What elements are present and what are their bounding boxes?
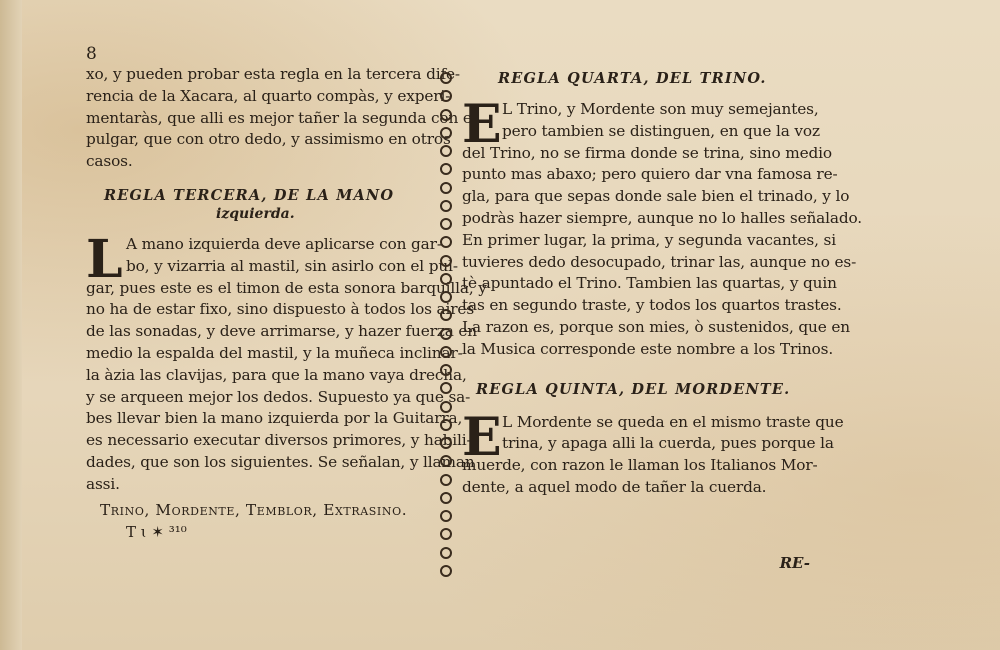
text-line: dades, que son los siguientes. Se señalan, y llaman (86, 452, 475, 471)
text-line: mentaràs, que alli es mejor tañer la segunda con el (86, 108, 477, 127)
text-line: bo, y vizarria al mastil, sin asirlo con el pul- (126, 256, 458, 275)
page-gutter-shadow (0, 0, 22, 650)
text-line: muerde, con razon le llaman los Italianos Mor- (462, 456, 818, 475)
text-line: punto mas abaxo; pero quiero dar vna famosa re- (462, 165, 838, 184)
text-line: del Trino, no se firma donde se trina, sino medio (462, 143, 832, 162)
text-line: podràs hazer siempre, aunque no lo halles señalado. (462, 208, 863, 227)
text-line: pulgar, que con otro dedo, y assimismo en otros (86, 130, 451, 149)
drop-cap: E (462, 406, 502, 468)
text-line: la Musica corresponde este nombre a los Trinos. (462, 339, 834, 358)
text-line: tas en segundo traste, y todos los quartos trastes. (462, 296, 842, 315)
text-line: L Mordente se queda en el mismo traste que (502, 412, 844, 431)
text-line: L Trino, y Mordente son muy semejantes, (502, 100, 819, 118)
text-line: La razon es, porque son mies, ò sustenidos, que en (462, 317, 850, 336)
section-heading: REGLA QUARTA, DEL TRINO. (498, 70, 767, 87)
text-line: casos. (86, 152, 133, 171)
left-column (86, 64, 487, 542)
paragraph (86, 228, 487, 496)
ornamental-column-divider (436, 72, 456, 577)
paragraph (462, 94, 863, 361)
text-line: y se arqueen mejor los dedos. Supuesto ya que sa- (86, 387, 471, 406)
text-line: gar, pues este es el timon de esta sonora barquilla, y (86, 278, 487, 297)
paragraph (462, 406, 844, 499)
text-line: medio la espalda del mastil, y la muñeca inclinar- (86, 343, 463, 362)
text-line: En primer lugar, la prima, y segunda vacantes, si (462, 230, 836, 249)
text-line: A mano izquierda deve aplicarse con gar- (126, 234, 442, 253)
ornament-terms-line: Trino, Mordente, Temblor, Extrasino. (100, 500, 408, 519)
drop-cap: L (86, 228, 123, 290)
text-line: de las sonadas, y deve arrimarse, y hazer fuerza en (86, 322, 477, 341)
section-subheading: izquierda. (216, 205, 295, 222)
text-line: xo, y pueden probar esta regla en la tercera dife- (86, 65, 460, 83)
text-line: tè apuntado el Trino. Tambien las quartas, y quin (462, 274, 837, 293)
text-line: assi. (86, 474, 120, 493)
text-line: la àzia las clavijas, para que la mano vaya drecha, (86, 365, 467, 384)
text-line: trina, y apaga alli la cuerda, pues porque la (502, 434, 834, 453)
text-line: bes llevar bien la mano izquierda por la Guitarra, (86, 409, 463, 428)
drop-cap: E (462, 94, 502, 155)
text-line: gla, para que sepas donde sale bien el trinado, y lo (462, 187, 850, 206)
catchword: RE- (779, 554, 810, 572)
section-heading: REGLA TERCERA, DE LA MANO (104, 186, 395, 204)
text-line: pero tambien se distinguen, en que la voz (502, 121, 820, 140)
right-column (462, 64, 863, 499)
section-heading: REGLA QUINTA, DEL MORDENTE. (476, 380, 791, 398)
text-line: tuvieres dedo desocupado, trinar las, aunque no es- (462, 252, 857, 271)
page-number: 8 (86, 44, 97, 64)
text-line: no ha de estar fixo, sino dispuesto à todos los aires (86, 300, 475, 319)
text-line: rencia de la Xacara, al quarto compàs, y experi- (86, 86, 451, 105)
text-line: dente, a aquel modo de tañer la cuerda. (462, 477, 767, 496)
ornament-symbols-line: T ɩ ✶ ³¹⁰ (126, 523, 187, 542)
text-line: es necessario executar diversos primores, y habili- (86, 431, 472, 450)
